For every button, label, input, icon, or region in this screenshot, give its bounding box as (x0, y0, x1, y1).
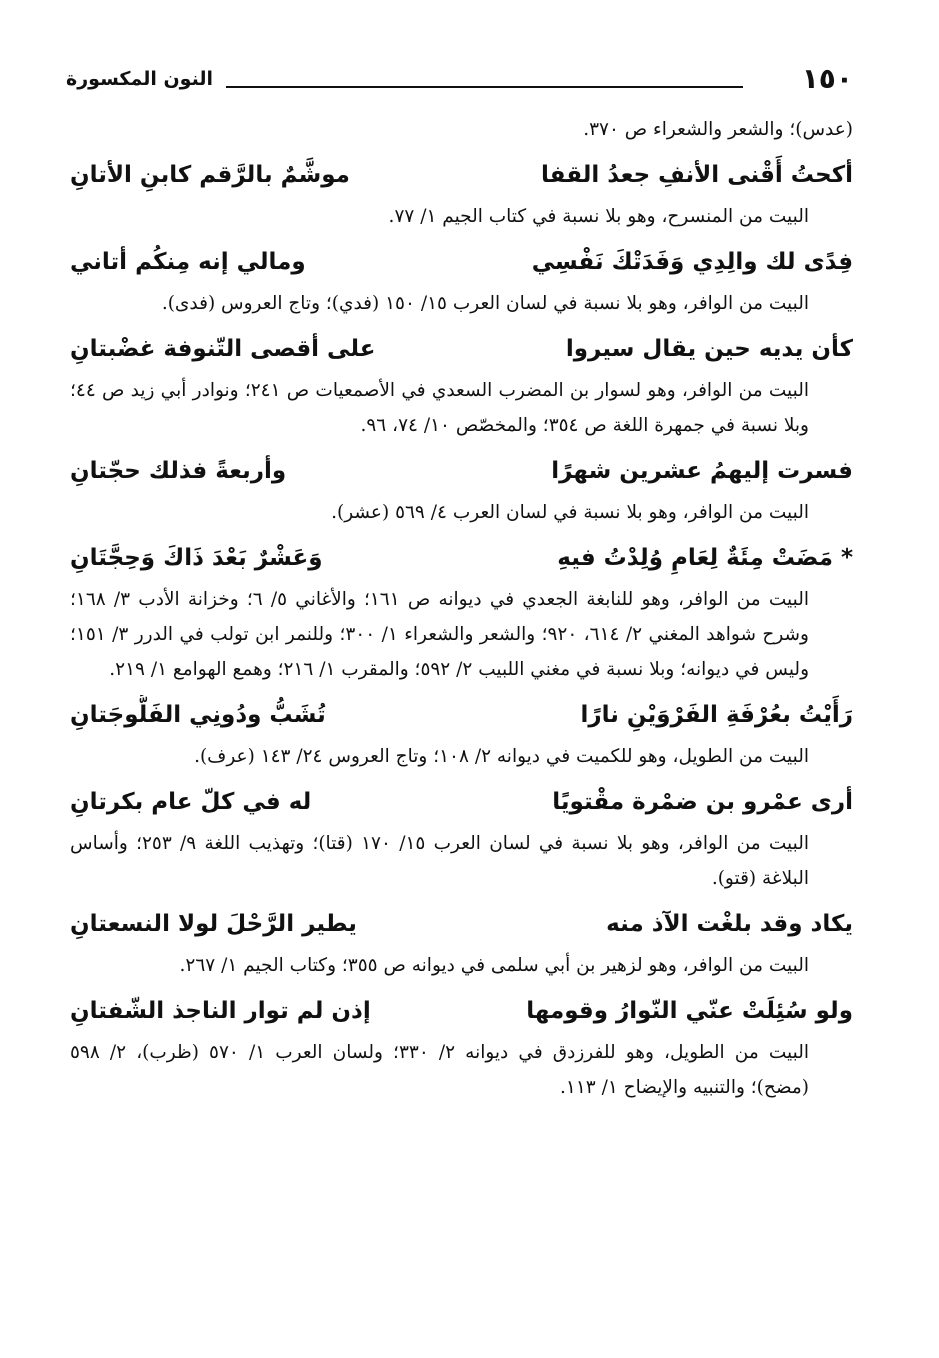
verse-entry (70, 782, 853, 896)
verse-hemistich-second: تُشَبُّ ودُونِي الفَلُّوجَتانِ (70, 702, 326, 728)
verse-note: البيت من الوافر، وهو لسوار بن المضرب السعدي في الأصمعيات ص ٢٤١؛ ونوادر أبي زيد ص ٤٤؛ وبلا نسبة في جمهرة اللغة ص ٣٥٤؛ والمخصّص ١٠/ ٧٤، ٩٦. (70, 380, 809, 436)
verse-hemistich-second: ومالي إنه مِنكُم أتاني (70, 249, 306, 275)
verse-line (70, 782, 853, 822)
verse-hemistich-second: وأربعةً فذلك حجّتانِ (70, 458, 287, 484)
verse-entry (70, 155, 853, 234)
verse-hemistich-first: أكحتُ أَقْنى الأنفِ جعدُ القفا (541, 162, 853, 188)
verse-line (70, 329, 853, 369)
evidence-star-marker: * (840, 545, 853, 571)
verse-hemistich-second: إذن لم توار الناجذ الشّفتانِ (70, 998, 371, 1024)
verse-note: البيت من الوافر، وهو بلا نسبة في لسان العرب ٤/ ٥٦٩ (عشر). (331, 502, 809, 523)
verse-hemistich-first: فسرت إليهمُ عشرين شهرًا (551, 458, 853, 484)
page-content (70, 112, 853, 1105)
verse-entry (70, 991, 853, 1105)
intro-note: (عدس)؛ والشعر والشعراء ص ٣٧٠. (583, 119, 853, 140)
verse-hemistich-second: موشَّمٌ بالرَّقم كابنِ الأتانِ (70, 162, 350, 188)
verse-hemistich-first: كأن يديه حين يقال سيروا (565, 336, 853, 362)
verse-line (70, 242, 853, 282)
verse-note: البيت من الوافر، وهو بلا نسبة في لسان العرب ١٥/ ١٧٠ (قتا)؛ وتهذيب اللغة ٩/ ٢٥٣؛ وأساس البلاغة (قتو). (70, 833, 809, 889)
verse-hemistich-first: أرى عمْرو بن ضمْرة مقْتويًا (552, 789, 853, 815)
verse-line (70, 695, 853, 735)
verse-entry (70, 329, 853, 443)
verse-hemistich-first (485, 538, 853, 578)
verse-hemistich-first: فِدًى لك والِدِي وَفَدَتْكَ نَفْسِي (531, 249, 853, 275)
verse-line (70, 451, 853, 491)
verse-note: البيت من الوافر، وهو بلا نسبة في لسان العرب ١٥/ ١٥٠ (فدي)؛ وتاج العروس (فدى). (161, 293, 809, 314)
verse-line (70, 904, 853, 944)
verse-entry (70, 242, 853, 321)
verse-hemistich-first: يكاد وقد بلغْت الآذ منه (606, 911, 853, 937)
running-title: النون المكسورة (66, 68, 213, 90)
verse-note: البيت من الوافر، وهو لزهير بن أبي سلمى في ديوانه ص ٣٥٥؛ وكتاب الجيم ١/ ٢٦٧. (179, 955, 809, 976)
verse-hemistich-second: وَعَشْرٌ بَعْدَ ذَاكَ وَحِجَّتَانِ (70, 545, 323, 571)
verse-entry (70, 904, 853, 983)
verse-note: البيت من الطويل، وهو للكميت في ديوانه ٢/ ١٠٨؛ وتاج العروس ٢٤/ ١٤٣ (عرف). (194, 746, 809, 767)
verse-line (70, 991, 853, 1031)
verse-entry (70, 695, 853, 774)
verse-entry (70, 538, 853, 687)
verse-hemistich-second: له في كلّ عام بكرتانِ (70, 789, 312, 815)
page-header (66, 62, 853, 98)
verse-entry (70, 451, 853, 530)
verse-note: البيت من الوافر، وهو للنابغة الجعدي في ديوانه ص ١٦١؛ والأغاني ٥/ ٦؛ وخزانة الأدب ٣/ ١٦٨؛ وشرح شواهد المغني ٢/ ٦١٤، ٩٢٠؛ والشعر والشعراء ١/ ٣٠٠؛ وللنمر ابن تولب في الدرر ٣/ ١٥١؛ وليس في ديوانه؛ وبلا نسبة في مغني اللبيب ٢/ ٥٩٢؛ والمقرب ١/ ٢١٦؛ وهمع الهوامع ١/ ٢١٩. (70, 589, 809, 680)
header-rule (226, 86, 743, 88)
verse-hemistich-second: على أقصى التّنوفة غضْبتانِ (70, 336, 376, 362)
verse-line (70, 155, 853, 195)
verse-note: البيت من الطويل، وهو للفرزدق في ديوانه ٢/ ٣٣٠؛ ولسان العرب ١/ ٥٧٠ (ظرب)، ٢/ ٥٩٨ (مضح)؛ والتنبيه والإيضاح ١/ ١١٣. (70, 1042, 809, 1098)
verse-line (70, 538, 853, 578)
verse-note: البيت من المنسرح، وهو بلا نسبة في كتاب الجيم ١/ ٧٧. (388, 206, 809, 227)
verse-hemistich-first-text: مَضَتْ مِئَةٌ لِعَامِ وُلِدْتُ فيهِ (557, 545, 833, 571)
verse-hemistich-first: ولو سُئِلَتْ عنّي النّوارُ وقومها (526, 998, 853, 1024)
verse-hemistich-second: يطير الرَّحْلَ لولا النسعتانِ (70, 911, 357, 937)
verse-hemistich-first: رَأَيْتُ بعُرْفَةِ الفَرْوَيْنِ نارًا (580, 702, 853, 728)
page-number: ١٥٠ (801, 62, 853, 95)
